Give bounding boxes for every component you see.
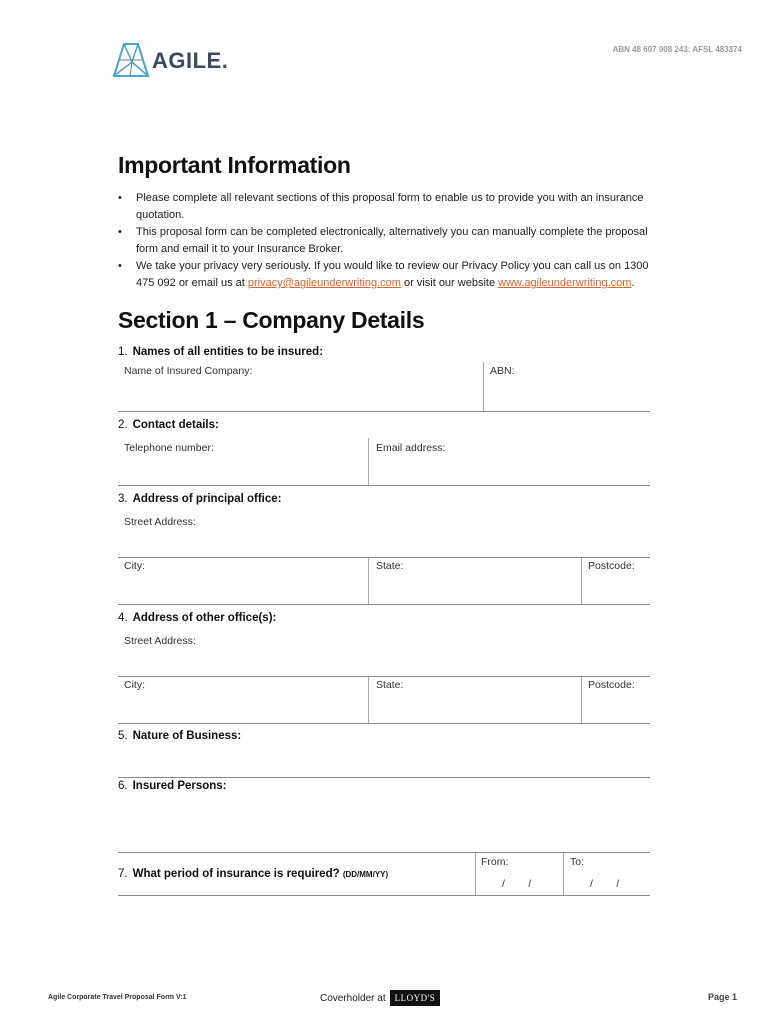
q5-heading: [118, 730, 241, 742]
email-field[interactable]: [369, 438, 650, 484]
nature-of-business-field[interactable]: [118, 748, 650, 776]
q-number: 7.: [118, 868, 128, 880]
q-label: Insured Persons:: [132, 780, 227, 792]
to-date-field[interactable]: / /: [590, 878, 620, 890]
q-number: 6.: [118, 780, 128, 792]
coverholder-text: Coverholder at: [320, 992, 386, 1004]
company-name-label: Name of Insured Company:: [124, 365, 253, 377]
q-number: 1.: [118, 346, 128, 358]
date-format-hint: (DD/MM/YY): [342, 870, 389, 879]
postcode-label: Postcode:: [588, 679, 635, 691]
city-label: City:: [124, 679, 145, 691]
q6-heading: [118, 780, 227, 792]
divider: [475, 853, 476, 895]
q7-heading: [118, 868, 388, 880]
from-label: From:: [481, 856, 509, 868]
divider: [118, 723, 650, 724]
insured-persons-field[interactable]: [118, 798, 650, 852]
q3-heading: [118, 493, 281, 505]
principal-postcode-field[interactable]: [582, 558, 650, 603]
q1-heading: [118, 346, 323, 358]
divider: [368, 558, 369, 604]
other-street-field[interactable]: [118, 631, 650, 675]
website-link[interactable]: www.agileunderwriting.com: [498, 277, 632, 289]
page-number: Page 1: [708, 992, 738, 1002]
state-label: State:: [376, 679, 404, 691]
divider: [483, 362, 484, 412]
divider: [563, 853, 564, 895]
from-date-field[interactable]: / /: [502, 878, 532, 890]
divider: [368, 677, 369, 723]
telephone-field[interactable]: [118, 438, 368, 484]
coverholder-footer: [320, 990, 440, 1006]
agile-logo-icon: [112, 42, 150, 78]
principal-city-field[interactable]: [118, 558, 368, 603]
q-number: 5.: [118, 730, 128, 742]
divider: [118, 895, 650, 896]
principal-street-field[interactable]: [118, 512, 650, 556]
bullet-text: This proposal form can be completed electronically, alternatively you can manually complete the proposal form and email it to your Insurance Broker.: [136, 226, 648, 255]
q4-heading: [118, 612, 276, 624]
postcode-label: Postcode:: [588, 560, 635, 572]
bullet-text: We take your privacy very seriously. If you would like to review our Privacy Policy you can call us on 1300 475 092 or email us at: [136, 260, 649, 289]
section-1-title: Section 1 – Company Details: [118, 307, 425, 333]
other-city-field[interactable]: [118, 677, 368, 722]
divider: [118, 485, 650, 486]
bullet-item: • Please complete all relevant sections of this proposal form to enable us to provide you with an insurance quotation.: [118, 192, 644, 221]
divider: [581, 677, 582, 723]
abn-field[interactable]: [484, 362, 650, 410]
street-address-label: Street Address:: [124, 635, 196, 647]
bullet-item: • This proposal form can be completed electronically, alternatively you can manually complete the proposal form and email it to your Insurance Broker.: [118, 226, 648, 255]
lloyds-logo: LLOYD'S: [390, 990, 441, 1006]
q-label: Nature of Business:: [132, 730, 242, 742]
street-address-label: Street Address:: [124, 516, 196, 528]
privacy-email-link[interactable]: privacy@agileunderwriting.com: [247, 277, 401, 289]
abn-field-label: ABN:: [490, 365, 515, 377]
other-state-field[interactable]: [369, 677, 580, 722]
principal-state-field[interactable]: [369, 558, 580, 603]
logo-text: AGILE.: [152, 48, 229, 73]
email-label: Email address:: [376, 442, 446, 454]
q-number: 4.: [118, 612, 128, 624]
q-label: Names of all entities to be insured:: [132, 346, 324, 358]
bullet-text: or visit our website: [400, 277, 499, 289]
city-label: City:: [124, 560, 145, 572]
bullet-text: .: [631, 277, 635, 289]
telephone-label: Telephone number:: [124, 442, 214, 454]
divider: [581, 558, 582, 604]
divider: [118, 777, 650, 778]
divider: [368, 438, 369, 485]
abn-text: ABN 48 607 908 243: AFSL 483374: [612, 45, 742, 54]
agile-logo: [112, 42, 236, 78]
state-label: State:: [376, 560, 404, 572]
divider: [118, 604, 650, 605]
info-bullets: [118, 190, 658, 292]
other-postcode-field[interactable]: [582, 677, 650, 722]
divider: [118, 411, 650, 412]
company-name-field[interactable]: [118, 362, 482, 410]
q2-heading: [118, 419, 219, 431]
to-label: To:: [570, 856, 585, 868]
divider: [118, 852, 650, 853]
important-info-title: Important Information: [118, 152, 351, 178]
q-label: Contact details:: [132, 419, 219, 431]
q-label: Address of principal office:: [132, 493, 282, 505]
q-number: 3.: [118, 493, 128, 505]
q-label: What period of insurance is required?: [132, 868, 340, 880]
bullet-text: Please complete all relevant sections of this proposal form to enable us to provide you with an insurance quotation.: [136, 192, 644, 221]
form-name-footer: Agile Corporate Travel Proposal Form V:1: [48, 994, 187, 1001]
q-label: Address of other office(s):: [132, 612, 277, 624]
bullet-item: • We take your privacy very seriously. If you would like to review our Privacy Policy you can call us on 1300 475 092 or email us at privacy@agileunderwriting.com or visit our website www.agileunderwriting.com.: [118, 260, 649, 289]
q-number: 2.: [118, 419, 128, 431]
